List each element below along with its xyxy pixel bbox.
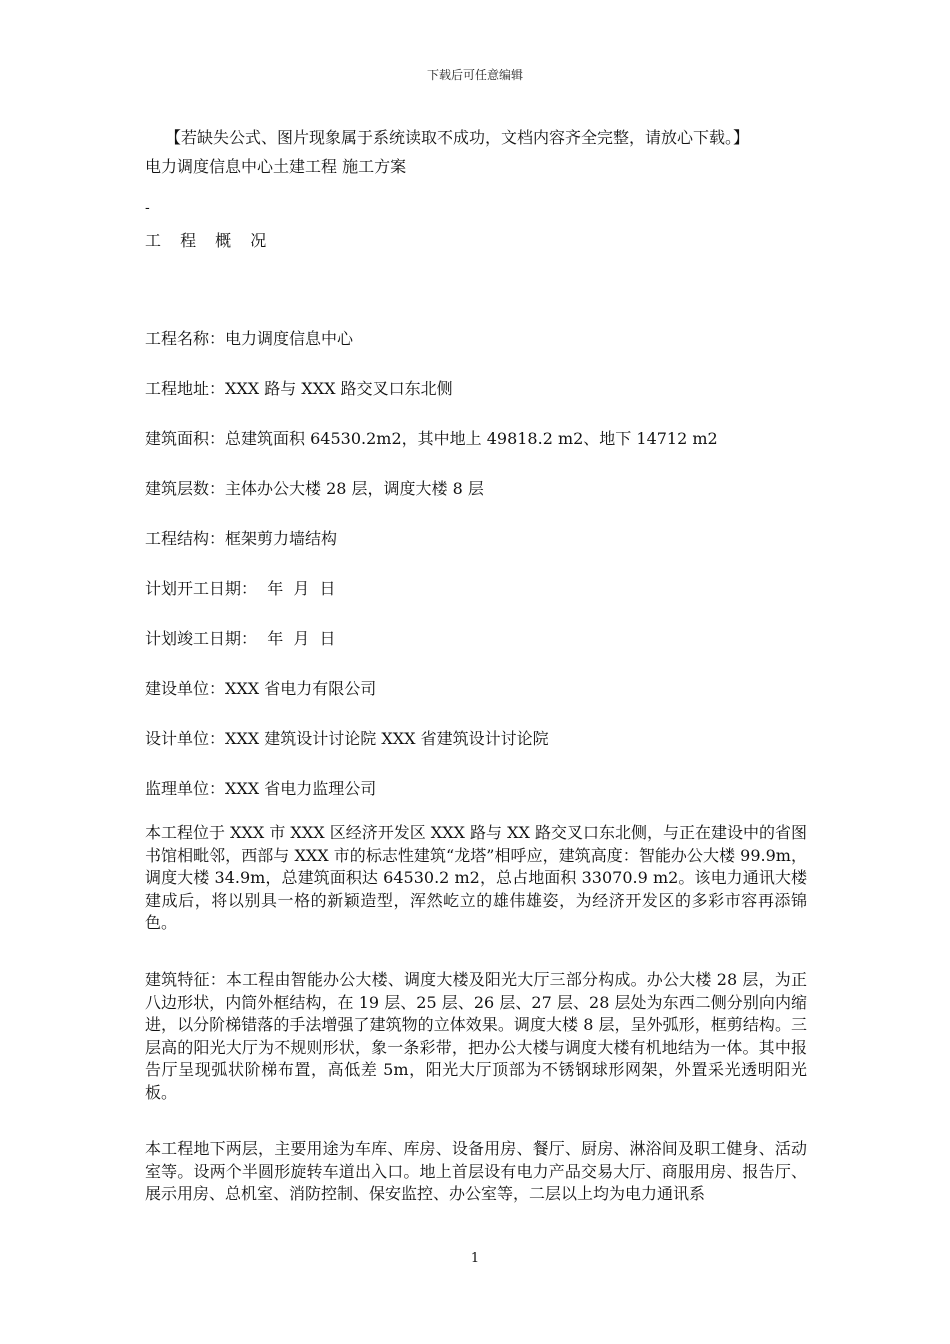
field-value: XXX 省电力有限公司 [225, 679, 377, 698]
field-planned-completion [145, 626, 336, 649]
field-floors [145, 476, 484, 499]
field-supervisor [145, 776, 376, 799]
field-value: 总建筑面积 64530.2m2，其中地上 49818.2 m2、地下 14712 m2 [225, 429, 718, 448]
field-value: 年 月 日 [257, 629, 336, 648]
field-label: 计划竣工日期： [145, 629, 258, 648]
field-value: 年 月 日 [257, 579, 336, 598]
dash-marker: - [145, 200, 150, 216]
section-heading: 工 程 概 况 [145, 231, 274, 250]
paragraph-floor-usage: 本工程地下两层，主要用途为车库、库房、设备用房、餐厅、厨房、淋浴间及职工健身、活动室等。设两个半圆形旋转车道出入口。地上首层设有电力产品交易大厅、商服用房、报告厅、展示用房、总机室、消防控制、保安监控、办公室等，二层以上均为电力通讯系 [145, 1139, 807, 1203]
field-planned-start [145, 576, 336, 599]
field-label: 监理单位： [145, 779, 226, 798]
field-value: 框架剪力墙结构 [225, 529, 338, 548]
paragraph-location: 本工程位于 XXX 市 XXX 区经济开发区 XXX 路与 XX 路交叉口东北侧，与正在建设中的省图书馆相毗邻，西部与 XXX 市的标志性建筑“龙塔”相呼应，建筑高度：智能办公大楼 99.9m，调度大楼 34.9m，总建筑面积达 64530.2 m2，总占地面积 33070.9 m2。该电力通讯大楼建成后，将以别具一格的新颖造型，浑然屹立的雄伟雄姿，为经济开发区的多彩市容再添锦色。 [145, 823, 807, 932]
field-label: 工程地址： [145, 379, 226, 398]
field-value: XXX 路与 XXX 路交叉口东北侧 [225, 379, 453, 398]
field-structure [145, 526, 337, 549]
field-label: 建筑面积： [145, 429, 226, 448]
field-label: 计划开工日期： [145, 579, 258, 598]
field-label: 建设单位： [145, 679, 226, 698]
field-designer [145, 726, 549, 749]
field-label: 设计单位： [145, 729, 226, 748]
field-owner [145, 676, 376, 699]
field-value: 主体办公大楼 28 层，调度大楼 8 层 [225, 479, 484, 498]
field-value: XXX 建筑设计讨论院 XXX 省建筑设计讨论院 [225, 729, 549, 748]
field-value: XXX 省电力监理公司 [225, 779, 377, 798]
field-label: 建筑层数： [145, 479, 226, 498]
field-building-area [145, 426, 718, 449]
paragraph-building-features: 建筑特征：本工程由智能办公大楼、调度大楼及阳光大厅三部分构成。办公大楼 28 层，为正八边形状，内筒外框结构，在 19 层、25 层、26 层、27 层、28 层处为东西二侧分别向内缩进，以分阶梯错落的手法增强了建筑物的立体效果。调度大楼 8 层，呈外弧形，框剪结构。三层高的阳光大厅为不规则形状，象一条彩带，把办公大楼与调度大楼有机地结为一体。其中报告厅呈现弧状阶梯布置，高低差 5m，阳光大厅顶部为不锈钢球形网架，外置采光透明阳光板。 [145, 970, 807, 1102]
page-number: 1 [470, 1251, 480, 1266]
field-label: 工程结构： [145, 529, 226, 548]
download-notice: 【若缺失公式、图片现象属于系统读取不成功，文档内容齐全完整，请放心下载。】 [165, 128, 750, 147]
field-value: 电力调度信息中心 [225, 329, 354, 348]
field-project-address [145, 376, 453, 399]
page-header: 下载后可任意编辑 [426, 68, 523, 82]
field-label: 工程名称： [145, 329, 226, 348]
document-title: 电力调度信息中心土建工程 施工方案 [145, 157, 407, 176]
field-project-name [145, 326, 353, 349]
